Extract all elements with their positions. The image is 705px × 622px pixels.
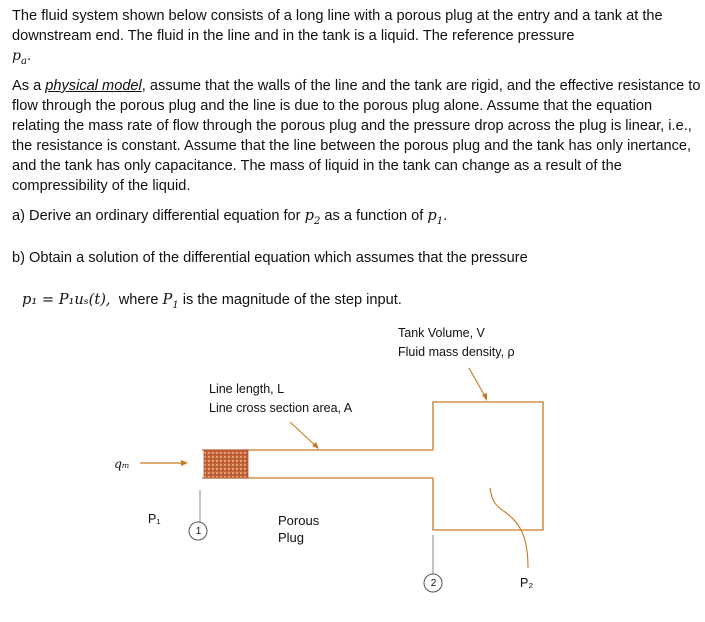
intro-end: . (26, 48, 31, 64)
porous-label: Porous (278, 513, 320, 528)
tank-outline (433, 402, 543, 530)
tank-annotation-arrow (469, 368, 486, 398)
qm-label: qₘ (114, 456, 130, 471)
equation-rest: is the magnitude of the step input. (182, 292, 402, 308)
fluid-density-label: Fluid mass density, ρ (398, 345, 515, 359)
part-a-mid: as a function of (324, 208, 424, 224)
line-area-label: Line cross section area, A (209, 401, 353, 415)
porous-plug (204, 450, 248, 478)
p1-symbol: $p_1$ (427, 207, 444, 227)
step-magnitude-symbol: $P_1$ (162, 291, 179, 311)
physical-model-link[interactable]: physical model (45, 78, 142, 94)
model-text: , assume that the walls of the line and the tank are rigid, and the effective resistance to flow through the porous plug and the line is due to the porous plug alone. Assume that the equation relating the mass rate of flow through the porous plug and the pressure drop across the plug is linear, i.e., the resistance is constant. Assume that the line between the porous plug and the tank has only inertance, and the tank has only capacitance. The mass of liquid in the tank can change as a result of the compressibility of the liquid. (12, 78, 701, 194)
part-b-text: b) Obtain a solution of the differential equation which assumes that the pressure (12, 250, 528, 266)
tank-volume-label: Tank Volume, V (398, 326, 485, 340)
plug-label: Plug (278, 530, 305, 545)
p2-leader-curve (490, 488, 528, 568)
equation-formula: p₁ = P₁uₛ(t), (22, 291, 111, 308)
p1-label: P₁ (148, 512, 161, 526)
tank-annotation-arrow-head (482, 393, 487, 401)
part-a-text: a) Derive an ordinary differential equation for (12, 208, 301, 224)
line-length-label: Line length, L (209, 382, 285, 396)
part-a: a) Derive an ordinary differential equation for $p_2$ as a function of $p_1$. (12, 207, 448, 227)
qm-arrow-head (181, 460, 188, 466)
reference-pressure-symbol: $p_a$ (12, 48, 27, 67)
model-prefix: As a (12, 78, 46, 94)
node2-label: 2 (430, 578, 437, 589)
intro-text: The fluid system shown below consists of a long line with a porous plug at the entry and a tank at the downstream end. The fluid in the line and in the tank is a liquid. The reference pressure (12, 8, 663, 44)
p2-label: P₂ (520, 576, 534, 590)
node1-label: 1 (195, 526, 202, 537)
line-annotation-arrow (290, 422, 318, 448)
equation-text: where (118, 292, 159, 308)
p2-symbol: $p_2$ (304, 207, 321, 227)
